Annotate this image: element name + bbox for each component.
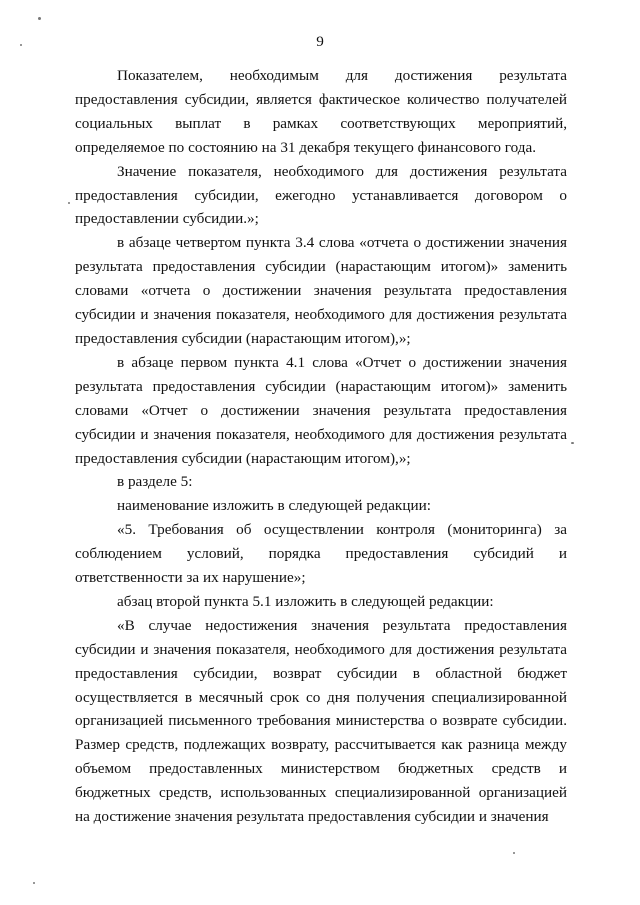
scan-speck <box>513 852 515 854</box>
paragraph: в абзаце четвертом пункта 3.4 слова «отчета о достижении значения результата предоставления субсидии (нарастающим итогом)» заменить словами «отчета о достижении значения результата предоставления субсидии и значения показателя, необходимого для достижения результата предоставления субсидии (нарастающим итогом),»; <box>75 234 567 347</box>
scan-speck <box>68 202 70 204</box>
paragraph: в абзаце первом пункта 4.1 слова «Отчет о достижении значения результата предоставления субсидии (нарастающим итогом)» заменить словами «Отчет о достижении значения результата предоставления субсидии и значения показателя, необходимого для достижения результата предоставления субсидии (нарастающим итогом),»; <box>75 353 567 467</box>
scan-speck <box>571 442 574 444</box>
scan-speck <box>38 17 41 20</box>
scan-speck <box>33 882 35 884</box>
paragraph: «5. Требования об осуществлении контроля (мониторинга) за соблюдением условий, порядка предоставления субсидий и ответственности за их нарушение»; <box>75 521 567 587</box>
paragraph: Показателем, необходимым для достижения результата предоставления субсидии, является фактическое количество получателей социальных выплат в рамках соответствующих мероприятий, определяемое по состоянию на 31 декабря текущего финансового года. <box>75 67 567 156</box>
paragraph: в разделе 5: <box>117 473 193 491</box>
document-body <box>75 64 567 829</box>
scan-speck <box>20 44 22 46</box>
paragraph: абзац второй пункта 5.1 изложить в следующей редакции: <box>117 592 494 610</box>
paragraph: «В случае недостижения значения результата предоставления субсидии и значения показателя, необходимого для достижения результата предоставления субсидии, возврат субсидии в областной бюджет осуществляется в месячный срок со дня получения специализированной организацией письменного требования министерства о возврате субсидии. Размер средств, подлежащих возврату, рассчитывается как разница между объемом предоставленных министерством бюджетных средств и бюджетных средств, использованных специализированной организацией на достижение значения результата предоставления субсидии и значения <box>75 616 567 826</box>
paragraph: Значение показателя, необходимого для достижения результата предоставления субсидии, ежегодно устанавливается договором о предоставлении субсидии.»; <box>75 162 567 228</box>
paragraph: наименование изложить в следующей редакции: <box>117 497 431 515</box>
page-number: 9 <box>316 33 324 50</box>
